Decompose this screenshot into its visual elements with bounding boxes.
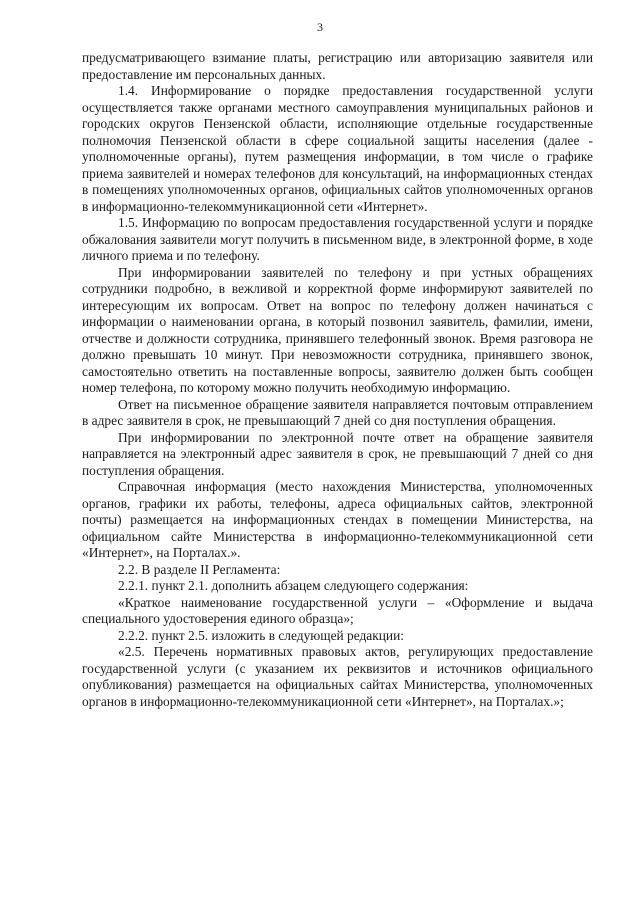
paragraph: 2.2. В разделе II Регламента:	[118, 561, 281, 577]
paragraph: Ответ на письменное обращение заявителя направляется почтовым отправлением в адрес заявителя в срок, не превышающий 7 дней со дня поступления обращения.	[82, 396, 593, 428]
paragraph: «2.5. Перечень нормативных правовых актов, регулирующих предоставление государственной услуги (с указанием их реквизитов и источников официального опубликования) размещается на официальных сайтах Министерства, уполномоченных органов в информационно-телекоммуникационной сети «Интернет», на Порталах.»;	[82, 644, 593, 709]
paragraph: 2.2.1. пункт 2.1. дополнить абзацем следующего содержания:	[118, 578, 469, 593]
paragraph: 1.5. Информацию по вопросам предоставления государственной услуги и порядке обжалования заявители могут получить в письменном виде, в электронной форме, в ходе личного приема и по телефону.	[82, 215, 593, 263]
document-body	[82, 50, 593, 710]
paragraph: «Краткое наименование государственной услуги – «Оформление и выдача специального удостоверения единого образца»;	[82, 594, 593, 626]
paragraph: предусматривающего взимание платы, регистрацию или авторизацию заявителя или предоставление им персональных данных.	[82, 50, 593, 82]
paragraph: При информировании заявителей по телефону и при устных обращениях сотрудники подробно, в вежливой и корректной форме информируют заявителей по интересующим их вопросам. Ответ на вопрос по телефону должен начинаться с информации о наименовании органа, в который позвонил заявитель, фамилии, имени, отчестве и должности сотрудника, принявшего телефонный звонок. Время разговора не должно превышать 10 минут. При невозможности сотрудника, принявшего звонок, самостоятельно ответить на поставленные вопросы, заявителю должен быть сообщен номер телефона, по которому можно получить необходимую информацию.	[82, 264, 593, 395]
paragraph: 1.4. Информирование о порядке предоставления государственной услуги осуществляется также органами местного самоуправления муниципальных районов и городских округов Пензенской области, исполняющие отдельные государственные полномочия Пензенской области в сфере социальной защиты населения (далее - уполномоченные органы), путем размещения информации, в том числе о графике приема заявителей и номерах телефонов для консультаций, на информационных стендах в помещениях уполномоченных органов, официальных сайтов уполномоченных органов в информационно-телекоммуникационной сети «Интернет».	[82, 83, 593, 214]
paragraph: При информировании по электронной почте ответ на обращение заявителя направляется на электронный адрес заявителя в срок, не превышающий 7 дней со дня поступления обращения.	[82, 429, 593, 478]
page-number: 3	[317, 20, 323, 34]
paragraph: 2.2.2. пункт 2.5. изложить в следующей редакции:	[118, 627, 404, 643]
paragraph: Справочная информация (место нахождения Министерства, уполномоченных органов, графики их работы, телефоны, адреса официальных сайтов, электронной почты) размещается на информационных стендах в помещении Министерства, на официальном сайте Министерства в информационно-телекоммуникационной сети «Интернет», на Порталах.».	[82, 479, 593, 560]
